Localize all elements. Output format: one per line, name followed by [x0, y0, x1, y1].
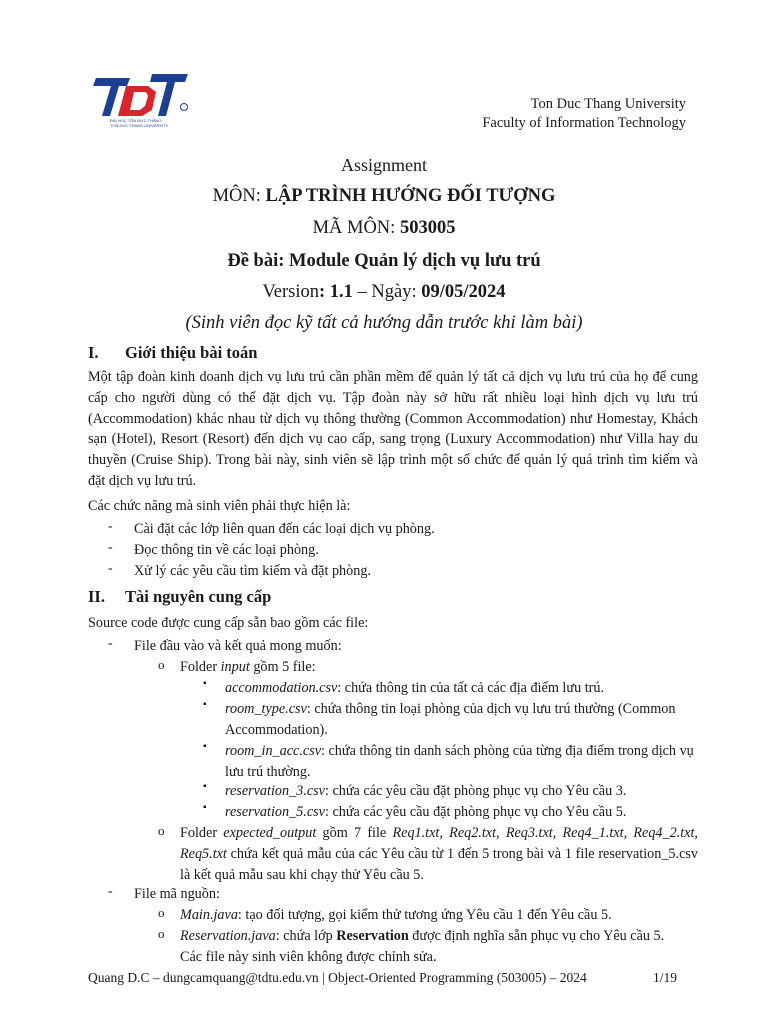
section-1-intro: Các chức năng mà sinh viên phải thực hiện là:	[88, 498, 351, 514]
university-name: Ton Duc Thang University	[530, 96, 686, 112]
subject-line: MÔN: LẬP TRÌNH HƯỚNG ĐỐI TƯỢNG	[212, 186, 556, 206]
logo-sub2: TON DUC THANG UNIVERSITY	[110, 123, 169, 128]
university-header	[482, 95, 686, 133]
page-number: 1/19	[652, 970, 677, 985]
reading-note: (Sinh viên đọc kỹ tất cả hướng dẫn trước khi làm bài)	[185, 313, 583, 333]
list-item: Đọc thông tin về các loại phòng.	[134, 542, 319, 558]
reservation-java-item: Reservation.java: chứa lớp Reservation được định nghĩa sẵn phục vụ cho Yêu cầu 5.	[180, 928, 665, 944]
file-item: reservation_3.csv: chứa các yêu cầu đặt phòng phục vụ cho Yêu cầu 3.	[225, 783, 627, 799]
main-java-item: Main.java: tạo đối tượng, gọi kiểm thử tương ứng Yêu cầu 1 đến Yêu cầu 5.	[180, 907, 612, 923]
section-1-paragraph: Một tập đoàn kinh doanh dịch vụ lưu trú cần phần mềm để quản lý tất cả dịch vụ lưu trú của họ để cung cấp cho người dùng có thể đặt dịch vụ. Tập đoàn này sở hữu rất nhiều loại hình dịch vụ lưu trú (Accommodation) khác nhau từ dịch vụ thông thường (Common Accommodation) như Homestay, Khách sạn (Hotel), Resort (Resort) đến dịch vụ cao cấp, sang trọng (Luxury Accommodation) như Villa hay du thuyền (Cruise Ship). Trong bài này, sinh viên sẽ lập trình một số chức để quản lý quá trình tìm kiếm và đặt dịch vụ lưu trú.	[88, 369, 698, 489]
faculty-name: Faculty of Information Technology	[482, 115, 686, 131]
list-item: File đầu vào và kết quả mong muốn:	[134, 638, 342, 654]
subject-code: 503005	[399, 218, 456, 238]
version-line: Version: 1.1 – Ngày: 09/05/2024	[262, 282, 506, 302]
version-date: 09/05/2024	[421, 282, 506, 302]
list-item: Xử lý các yêu cầu tìm kiếm và đặt phòng.	[134, 563, 371, 579]
university-logo	[90, 70, 190, 130]
file-item: room_in_acc.csv: chứa thông tin danh sách phòng của từng địa điểm trong dịch vụ lưu trú thường.	[225, 743, 694, 780]
folder-expected-item: Folder expected_output gồm 7 file Req1.txt, Req2.txt, Req3.txt, Req4_1.txt, Req4_2.txt, Req5.txt chứa kết quả mẫu của các Yêu cầu từ 1 đến 5 trong bài và 1 file reservation_5.csv là kết quả mẫu sau khi chạy thử Yêu cầu 5.	[180, 825, 698, 883]
file-item: room_type.csv: chứa thông tin loại phòng của dịch vụ lưu trú thường (Common Accommodation).	[225, 701, 676, 738]
file-item: reservation_5.csv: chứa các yêu cầu đặt phòng phục vụ cho Yêu cầu 5.	[225, 804, 627, 820]
code-line: MÃ MÔN: 503005	[312, 218, 456, 238]
topic-title: Đề bài: Module Quản lý dịch vụ lưu trú	[227, 251, 541, 271]
file-item: accommodation.csv: chứa thông tin của tất cả các địa điểm lưu trú.	[225, 680, 605, 696]
version-number: : 1.1	[318, 282, 353, 302]
list-item: File mã nguồn:	[134, 886, 220, 902]
reservation-note: Các file này sinh viên không được chỉnh sửa.	[180, 949, 437, 965]
assignment-label: Assignment	[340, 155, 427, 175]
folder-input-item: Folder input gồm 5 file:	[180, 659, 316, 675]
section-2-intro: Source code được cung cấp sẵn bao gồm các file:	[88, 615, 369, 631]
subject-name: LẬP TRÌNH HƯỚNG ĐỐI TƯỢNG	[265, 186, 556, 206]
list-item: Cài đặt các lớp liên quan đến các loại dịch vụ phòng.	[134, 521, 435, 537]
logo-sub1: ĐẠI HỌC TÔN ĐỨC THẮNG	[110, 118, 162, 123]
section-1-heading: I. Giới thiệu bài toán	[88, 343, 258, 362]
section-2-heading: II. Tài nguyên cung cấp	[88, 587, 272, 606]
page-footer: Quang D.C – dungcamquang@tdtu.edu.vn | Object-Oriented Programming (503005) – 2024	[88, 970, 587, 985]
